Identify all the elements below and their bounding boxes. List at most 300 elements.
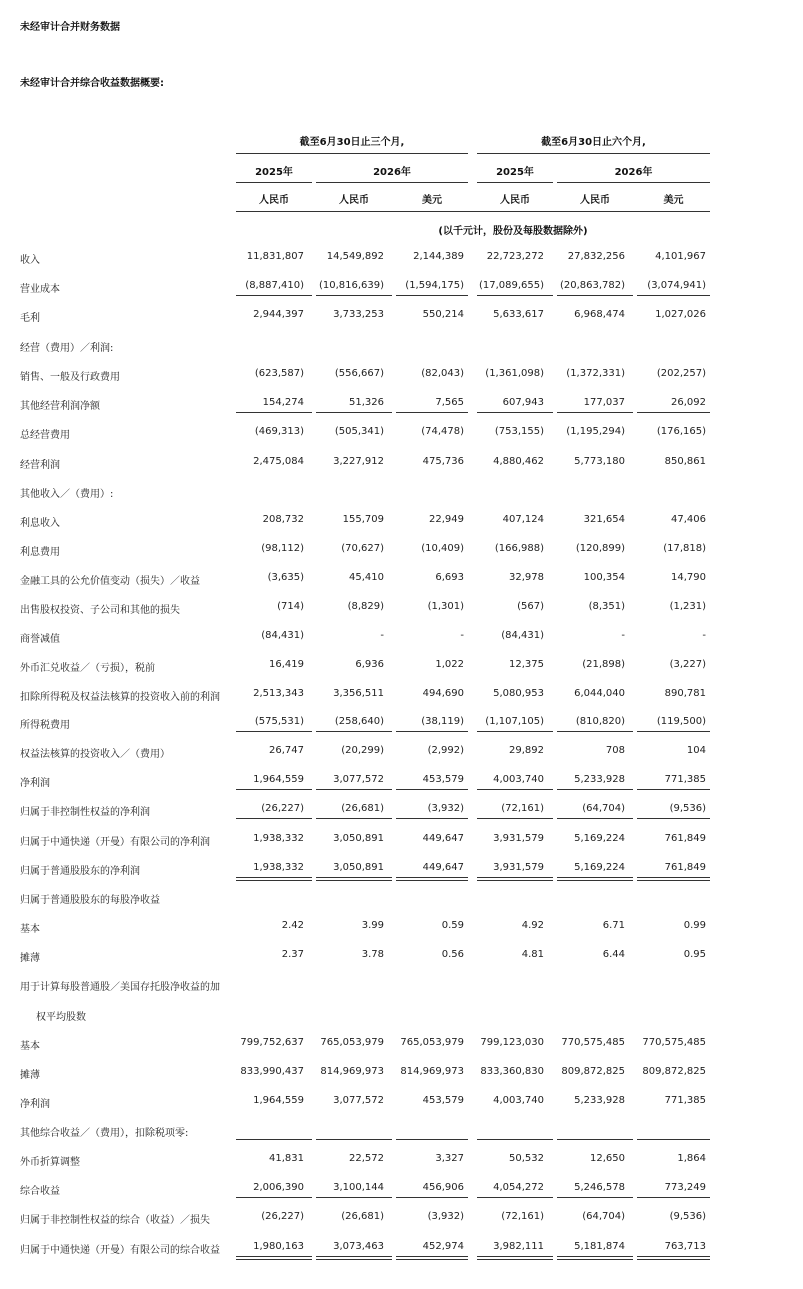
table-row [0, 280, 803, 300]
row-value: 809,872,825 [561, 1066, 625, 1077]
row-label: 收入 [20, 255, 40, 266]
row-value: 177,037 [583, 397, 625, 408]
table-row [0, 397, 803, 417]
total-rule [316, 877, 392, 878]
year-underline [477, 182, 553, 183]
row-value: 0.99 [683, 920, 706, 931]
total-rule [477, 412, 553, 413]
total-rule [316, 412, 392, 413]
row-label: 金融工具的公允价值变动（损失）／收益 [20, 576, 200, 587]
row-value: (64,704) [582, 803, 625, 814]
row-value: (72,161) [501, 1211, 544, 1222]
total-rule [316, 1197, 392, 1198]
row-label: 基本 [20, 924, 40, 935]
row-value: 1,938,332 [253, 862, 304, 873]
row-value: (20,863,782) [559, 280, 625, 291]
row-value: 449,647 [422, 833, 464, 844]
row-value: 0.56 [441, 949, 464, 960]
row-value: 1,980,163 [253, 1241, 304, 1252]
row-value: 3,931,579 [493, 833, 544, 844]
row-value: 208,732 [262, 514, 304, 525]
row-label: 权益法核算的投资收入／（费用） [20, 749, 170, 760]
row-value: 0.59 [441, 920, 464, 931]
row-value: 833,360,830 [480, 1066, 544, 1077]
total-rule [396, 731, 468, 732]
row-label: 归属于非控制性权益的净利润 [20, 807, 150, 818]
table-row [0, 688, 803, 708]
row-value: (10,409) [421, 543, 464, 554]
row-value: (26,227) [261, 803, 304, 814]
total-rule [637, 1197, 710, 1198]
row-value: 4,003,740 [493, 774, 544, 785]
row-value: (258,640) [334, 716, 384, 727]
row-label: 销售、一般及行政费用 [20, 372, 120, 383]
row-value: 3,931,579 [493, 862, 544, 873]
total-rule [637, 880, 710, 881]
row-value: 26,092 [671, 397, 706, 408]
total-rule [236, 295, 312, 296]
row-value: 5,233,928 [574, 1095, 625, 1106]
row-label: 净利润 [20, 778, 50, 789]
row-label: 摊薄 [20, 953, 40, 964]
table-row [0, 1153, 803, 1173]
row-value: 3,327 [435, 1153, 464, 1164]
row-label: 归属于普通股股东的净利润 [20, 866, 140, 877]
row-value: 3.99 [361, 920, 384, 931]
table-row [0, 456, 803, 476]
table-row [0, 745, 803, 765]
row-value: (2,992) [427, 745, 464, 756]
row-value: 29,892 [509, 745, 544, 756]
total-rule [396, 412, 468, 413]
row-value: (1,372,331) [566, 368, 625, 379]
row-value: (202,257) [656, 368, 706, 379]
total-rule [477, 1139, 553, 1140]
group-underline-1 [236, 153, 468, 154]
table-row [0, 1241, 803, 1261]
row-label: 其他综合收益／（费用），扣除税项零: [20, 1128, 189, 1139]
row-value: (714) [277, 601, 304, 612]
row-value: 3,982,111 [493, 1241, 544, 1252]
row-value: 770,575,485 [642, 1037, 706, 1048]
row-label: 归属于普通股股东的每股净收益 [20, 895, 160, 906]
group-header-three-months: 截至6月30日止三个月, [299, 137, 405, 148]
table-row [0, 309, 803, 329]
total-rule [316, 880, 392, 881]
year-header: 2026年 [373, 167, 411, 178]
row-value: 708 [605, 745, 625, 756]
total-rule [396, 880, 468, 881]
row-value: (623,587) [254, 368, 304, 379]
row-label: 所得税费用 [20, 720, 70, 731]
year-underline [316, 182, 468, 183]
row-value: 2,944,397 [253, 309, 304, 320]
year-header: 2025年 [255, 167, 293, 178]
total-rule [477, 877, 553, 878]
row-value: 3,050,891 [333, 862, 384, 873]
total-rule [477, 1197, 553, 1198]
total-rule [316, 789, 392, 790]
row-label: 净利润 [20, 1099, 50, 1110]
row-value: 100,354 [583, 572, 625, 583]
row-value: 2.37 [281, 949, 304, 960]
row-value: (3,932) [427, 1211, 464, 1222]
table-row [0, 862, 803, 882]
row-value: - [621, 630, 625, 641]
total-rule [236, 1139, 312, 1140]
row-value: 799,123,030 [480, 1037, 544, 1048]
total-rule [316, 1139, 392, 1140]
currency-underline [236, 211, 710, 212]
table-row [0, 630, 803, 650]
table-title: 未经审计合并综合收益数据概要: [20, 78, 164, 89]
row-value: 550,214 [422, 309, 464, 320]
row-value: 5,080,953 [493, 688, 544, 699]
table-row [0, 716, 803, 736]
row-value: - [460, 630, 464, 641]
row-value: (1,301) [427, 601, 464, 612]
total-rule [396, 818, 468, 819]
row-value: (38,119) [421, 716, 464, 727]
table-row [0, 543, 803, 563]
row-value: (17,089,655) [478, 280, 544, 291]
total-rule [637, 295, 710, 296]
total-rule [557, 1139, 633, 1140]
row-value: 761,849 [664, 833, 706, 844]
table-row [0, 426, 803, 446]
row-value: 814,969,973 [320, 1066, 384, 1077]
row-label: 商誉减值 [20, 634, 60, 645]
group-header-six-months: 截至6月30日止六个月, [541, 137, 646, 148]
row-value: 16,419 [269, 659, 304, 670]
row-value: 0.95 [683, 949, 706, 960]
total-rule [477, 731, 553, 732]
row-value: (98,112) [261, 543, 304, 554]
row-label: 出售股权投资、子公司和其他的损失 [20, 605, 180, 616]
row-label: 经营（费用）／利润: [20, 343, 114, 354]
row-value: 4,003,740 [493, 1095, 544, 1106]
row-value: 22,572 [349, 1153, 384, 1164]
total-rule [236, 1197, 312, 1198]
currency-header: 人民币 [339, 195, 369, 206]
row-label: 毛利 [20, 313, 40, 324]
row-value: 32,978 [509, 572, 544, 583]
row-label: 外币汇兑收益／（亏损），税前 [20, 663, 155, 674]
row-value: 154,274 [262, 397, 304, 408]
row-label: 总经营费用 [20, 430, 70, 441]
row-value: 6,044,040 [574, 688, 625, 699]
row-label: 归属于中通快递（开曼）有限公司的净利润 [20, 837, 210, 848]
row-value: 5,169,224 [574, 862, 625, 873]
row-value: (166,988) [494, 543, 544, 554]
row-label: 基本 [20, 1041, 40, 1052]
row-value: (575,531) [254, 716, 304, 727]
row-value: 12,650 [590, 1153, 625, 1164]
row-value: (9,536) [669, 1211, 706, 1222]
total-rule [557, 789, 633, 790]
table-row [0, 891, 803, 911]
total-rule [396, 295, 468, 296]
row-value: 771,385 [664, 774, 706, 785]
total-rule [557, 1197, 633, 1198]
row-value: - [380, 630, 384, 641]
row-value: (120,899) [575, 543, 625, 554]
row-value: 14,549,892 [326, 251, 384, 262]
row-value: 5,233,928 [574, 774, 625, 785]
row-value: (84,431) [261, 630, 304, 641]
row-value: 5,169,224 [574, 833, 625, 844]
row-value: (810,820) [575, 716, 625, 727]
total-rule [236, 877, 312, 878]
total-rule [396, 789, 468, 790]
row-value: 453,579 [422, 774, 464, 785]
row-value: 104 [686, 745, 706, 756]
row-value: 6.71 [602, 920, 625, 931]
row-value: 770,575,485 [561, 1037, 625, 1048]
total-rule [557, 295, 633, 296]
total-rule [236, 789, 312, 790]
year-underline [557, 182, 710, 183]
total-rule [637, 877, 710, 878]
row-value: 5,633,617 [493, 309, 544, 320]
total-rule [557, 818, 633, 819]
total-rule [396, 1139, 468, 1140]
total-rule [396, 1197, 468, 1198]
row-value: 7,565 [435, 397, 464, 408]
total-rule [236, 880, 312, 881]
row-value: (70,627) [341, 543, 384, 554]
total-rule [557, 731, 633, 732]
row-label: 归属于中通快递（开曼）有限公司的综合收益 [20, 1245, 220, 1256]
row-value: 27,832,256 [567, 251, 625, 262]
row-value: (9,536) [669, 803, 706, 814]
table-row [0, 1037, 803, 1057]
row-value: 3,050,891 [333, 833, 384, 844]
row-label: 经营利润 [20, 460, 60, 471]
row-value: 452,974 [422, 1241, 464, 1252]
table-row [0, 833, 803, 853]
total-rule [637, 789, 710, 790]
row-value: 155,709 [342, 514, 384, 525]
table-row [0, 1211, 803, 1231]
row-value: (1,361,098) [485, 368, 544, 379]
row-value: 809,872,825 [642, 1066, 706, 1077]
total-rule [236, 731, 312, 732]
table-row [0, 803, 803, 823]
currency-header: 人民币 [580, 195, 610, 206]
total-rule [236, 1256, 312, 1257]
table-row [0, 920, 803, 940]
total-rule [637, 1256, 710, 1257]
row-value: 799,752,637 [240, 1037, 304, 1048]
total-rule [477, 818, 553, 819]
row-value: 6.44 [602, 949, 625, 960]
row-value: 4.92 [521, 920, 544, 931]
row-value: (1,107,105) [485, 716, 544, 727]
total-rule [477, 789, 553, 790]
total-rule [316, 731, 392, 732]
row-value: 22,949 [429, 514, 464, 525]
row-value: (84,431) [501, 630, 544, 641]
year-header: 2025年 [496, 167, 534, 178]
group-underline-2 [477, 153, 710, 154]
total-rule [637, 731, 710, 732]
total-rule [316, 818, 392, 819]
row-value: 22,723,272 [486, 251, 544, 262]
total-rule [557, 880, 633, 881]
row-value: 761,849 [664, 862, 706, 873]
row-value: (3,074,941) [647, 280, 706, 291]
total-rule [557, 1259, 633, 1260]
row-value: (3,227) [669, 659, 706, 670]
row-value: 2,513,343 [253, 688, 304, 699]
row-value: 890,781 [664, 688, 706, 699]
row-value: (26,681) [341, 1211, 384, 1222]
row-value: (567) [517, 601, 544, 612]
row-value: 4.81 [521, 949, 544, 960]
row-value: 771,385 [664, 1095, 706, 1106]
table-row [0, 1182, 803, 1202]
row-label: 归属于非控制性权益的综合（收益）／损失 [20, 1215, 210, 1226]
table-row [0, 659, 803, 679]
total-rule [396, 1256, 468, 1257]
total-rule [557, 1256, 633, 1257]
table-row [0, 949, 803, 969]
row-value: 763,713 [664, 1241, 706, 1252]
currency-header: 美元 [422, 195, 442, 206]
row-value: 2.42 [281, 920, 304, 931]
row-value: 14,790 [671, 572, 706, 583]
row-value: 456,906 [422, 1182, 464, 1193]
row-label: 外币折算调整 [20, 1157, 80, 1168]
currency-header: 人民币 [500, 195, 530, 206]
row-value: 773,249 [664, 1182, 706, 1193]
table-row [0, 978, 803, 998]
row-value: 1,964,559 [253, 1095, 304, 1106]
row-value: (1,231) [669, 601, 706, 612]
row-label: 其他收入／（费用）: [20, 489, 114, 500]
row-value: 5,181,874 [574, 1241, 625, 1252]
row-value: 2,006,390 [253, 1182, 304, 1193]
row-value: 3,227,912 [333, 456, 384, 467]
unit-note: (以千元计，股份及每股数据除外) [438, 226, 588, 237]
row-value: 51,326 [349, 397, 384, 408]
row-value: 12,375 [509, 659, 544, 670]
table-row [0, 1008, 803, 1028]
row-value: 3,077,572 [333, 774, 384, 785]
row-value: 47,406 [671, 514, 706, 525]
row-value: (119,500) [656, 716, 706, 727]
row-value: 4,101,967 [655, 251, 706, 262]
total-rule [477, 880, 553, 881]
total-rule [477, 1259, 553, 1260]
total-rule [637, 1139, 710, 1140]
row-value: 475,736 [422, 456, 464, 467]
currency-header: 美元 [663, 195, 684, 206]
row-value: (1,594,175) [405, 280, 464, 291]
row-label: 用于计算每股普通股／美国存托股净收益的加 [20, 982, 220, 993]
total-rule [396, 877, 468, 878]
row-value: (21,898) [582, 659, 625, 670]
row-value: 607,943 [502, 397, 544, 408]
row-value: (1,195,294) [566, 426, 625, 437]
row-value: 1,938,332 [253, 833, 304, 844]
row-value: (10,816,639) [318, 280, 384, 291]
row-value: 3,100,144 [333, 1182, 384, 1193]
row-label: 利息收入 [20, 518, 60, 529]
row-label: 综合收益 [20, 1186, 60, 1197]
total-rule [557, 877, 633, 878]
total-rule [477, 295, 553, 296]
total-rule [637, 1259, 710, 1260]
row-value: 5,773,180 [574, 456, 625, 467]
total-rule [637, 412, 710, 413]
row-value: 321,654 [583, 514, 625, 525]
row-value: 3,356,511 [333, 688, 384, 699]
row-value: 6,968,474 [574, 309, 625, 320]
row-value: 4,054,272 [493, 1182, 544, 1193]
row-value: - [702, 630, 706, 641]
row-value: 2,475,084 [253, 456, 304, 467]
row-value: 1,964,559 [253, 774, 304, 785]
row-value: 850,861 [664, 456, 706, 467]
row-value: 407,124 [502, 514, 544, 525]
row-value: (64,704) [582, 1211, 625, 1222]
row-value: 814,969,973 [400, 1066, 464, 1077]
table-row [0, 1124, 803, 1144]
total-rule [477, 1256, 553, 1257]
row-value: 41,831 [269, 1153, 304, 1164]
table-row [0, 339, 803, 359]
row-value: 765,053,979 [400, 1037, 464, 1048]
row-value: 1,027,026 [655, 309, 706, 320]
total-rule [316, 295, 392, 296]
row-value: 3,733,253 [333, 309, 384, 320]
row-value: (469,313) [254, 426, 304, 437]
table-row [0, 601, 803, 621]
row-value: (26,227) [261, 1211, 304, 1222]
currency-header: 人民币 [259, 195, 289, 206]
table-row [0, 485, 803, 505]
row-value: 449,647 [422, 862, 464, 873]
row-label: 营业成本 [20, 284, 60, 295]
row-value: 50,532 [509, 1153, 544, 1164]
document-title: 未经审计合并财务数据 [20, 22, 120, 33]
row-value: 453,579 [422, 1095, 464, 1106]
total-rule [557, 412, 633, 413]
row-value: (17,818) [663, 543, 706, 554]
table-row [0, 572, 803, 592]
total-rule [316, 1256, 392, 1257]
row-label: 摊薄 [20, 1070, 40, 1081]
table-row [0, 1066, 803, 1086]
row-value: (8,887,410) [245, 280, 304, 291]
row-label: 其他经营利润净额 [20, 401, 100, 412]
table-row [0, 368, 803, 388]
year-underline [236, 182, 312, 183]
row-value: (3,932) [427, 803, 464, 814]
row-value: 45,410 [349, 572, 384, 583]
table-row [0, 1095, 803, 1115]
row-value: (74,478) [421, 426, 464, 437]
table-row [0, 514, 803, 534]
row-label: 权平均股数 [36, 1012, 86, 1023]
year-header: 2026年 [614, 167, 653, 178]
row-value: (556,667) [334, 368, 384, 379]
row-value: 1,864 [677, 1153, 706, 1164]
row-label: 利息费用 [20, 547, 60, 558]
row-value: (3,635) [267, 572, 304, 583]
